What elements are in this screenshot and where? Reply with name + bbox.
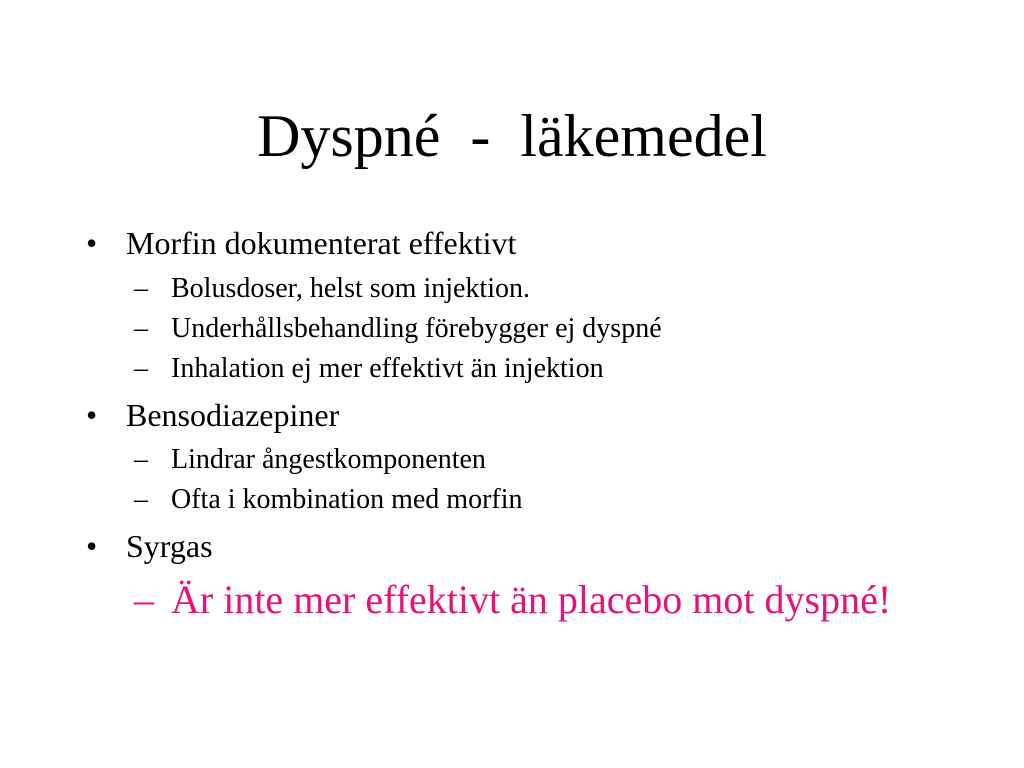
bullet-marker: • bbox=[86, 528, 98, 564]
bullet-text: Syrgas bbox=[126, 528, 213, 564]
bullet-marker: • bbox=[86, 225, 98, 261]
bullet-text: Morfin dokumenterat effektivt bbox=[126, 225, 517, 261]
sub-text: Lindrar ångestkomponenten bbox=[171, 444, 486, 475]
sub-marker: – bbox=[134, 484, 148, 515]
slide-title: Dyspné - läkemedel bbox=[257, 103, 767, 169]
sub-marker: – bbox=[134, 273, 148, 304]
sub-text: Underhållsbehandling förebygger ej dyspné bbox=[171, 313, 662, 344]
sub-text: Bolusdoser, helst som injektion. bbox=[171, 273, 530, 304]
sub-marker: – bbox=[134, 444, 148, 475]
sub-marker: – bbox=[134, 577, 154, 622]
sub-marker: – bbox=[134, 353, 148, 384]
sub-text: Inhalation ej mer effektivt än injektion bbox=[171, 353, 604, 384]
sub-text: Ofta i kombination med morfin bbox=[171, 484, 523, 515]
bullet-text: Bensodiazepiner bbox=[126, 397, 340, 433]
sub-marker: – bbox=[134, 313, 148, 344]
bullet-marker: • bbox=[86, 397, 98, 433]
sub-text-highlight: Är inte mer effektivt än placebo mot dyspné! bbox=[171, 577, 892, 622]
